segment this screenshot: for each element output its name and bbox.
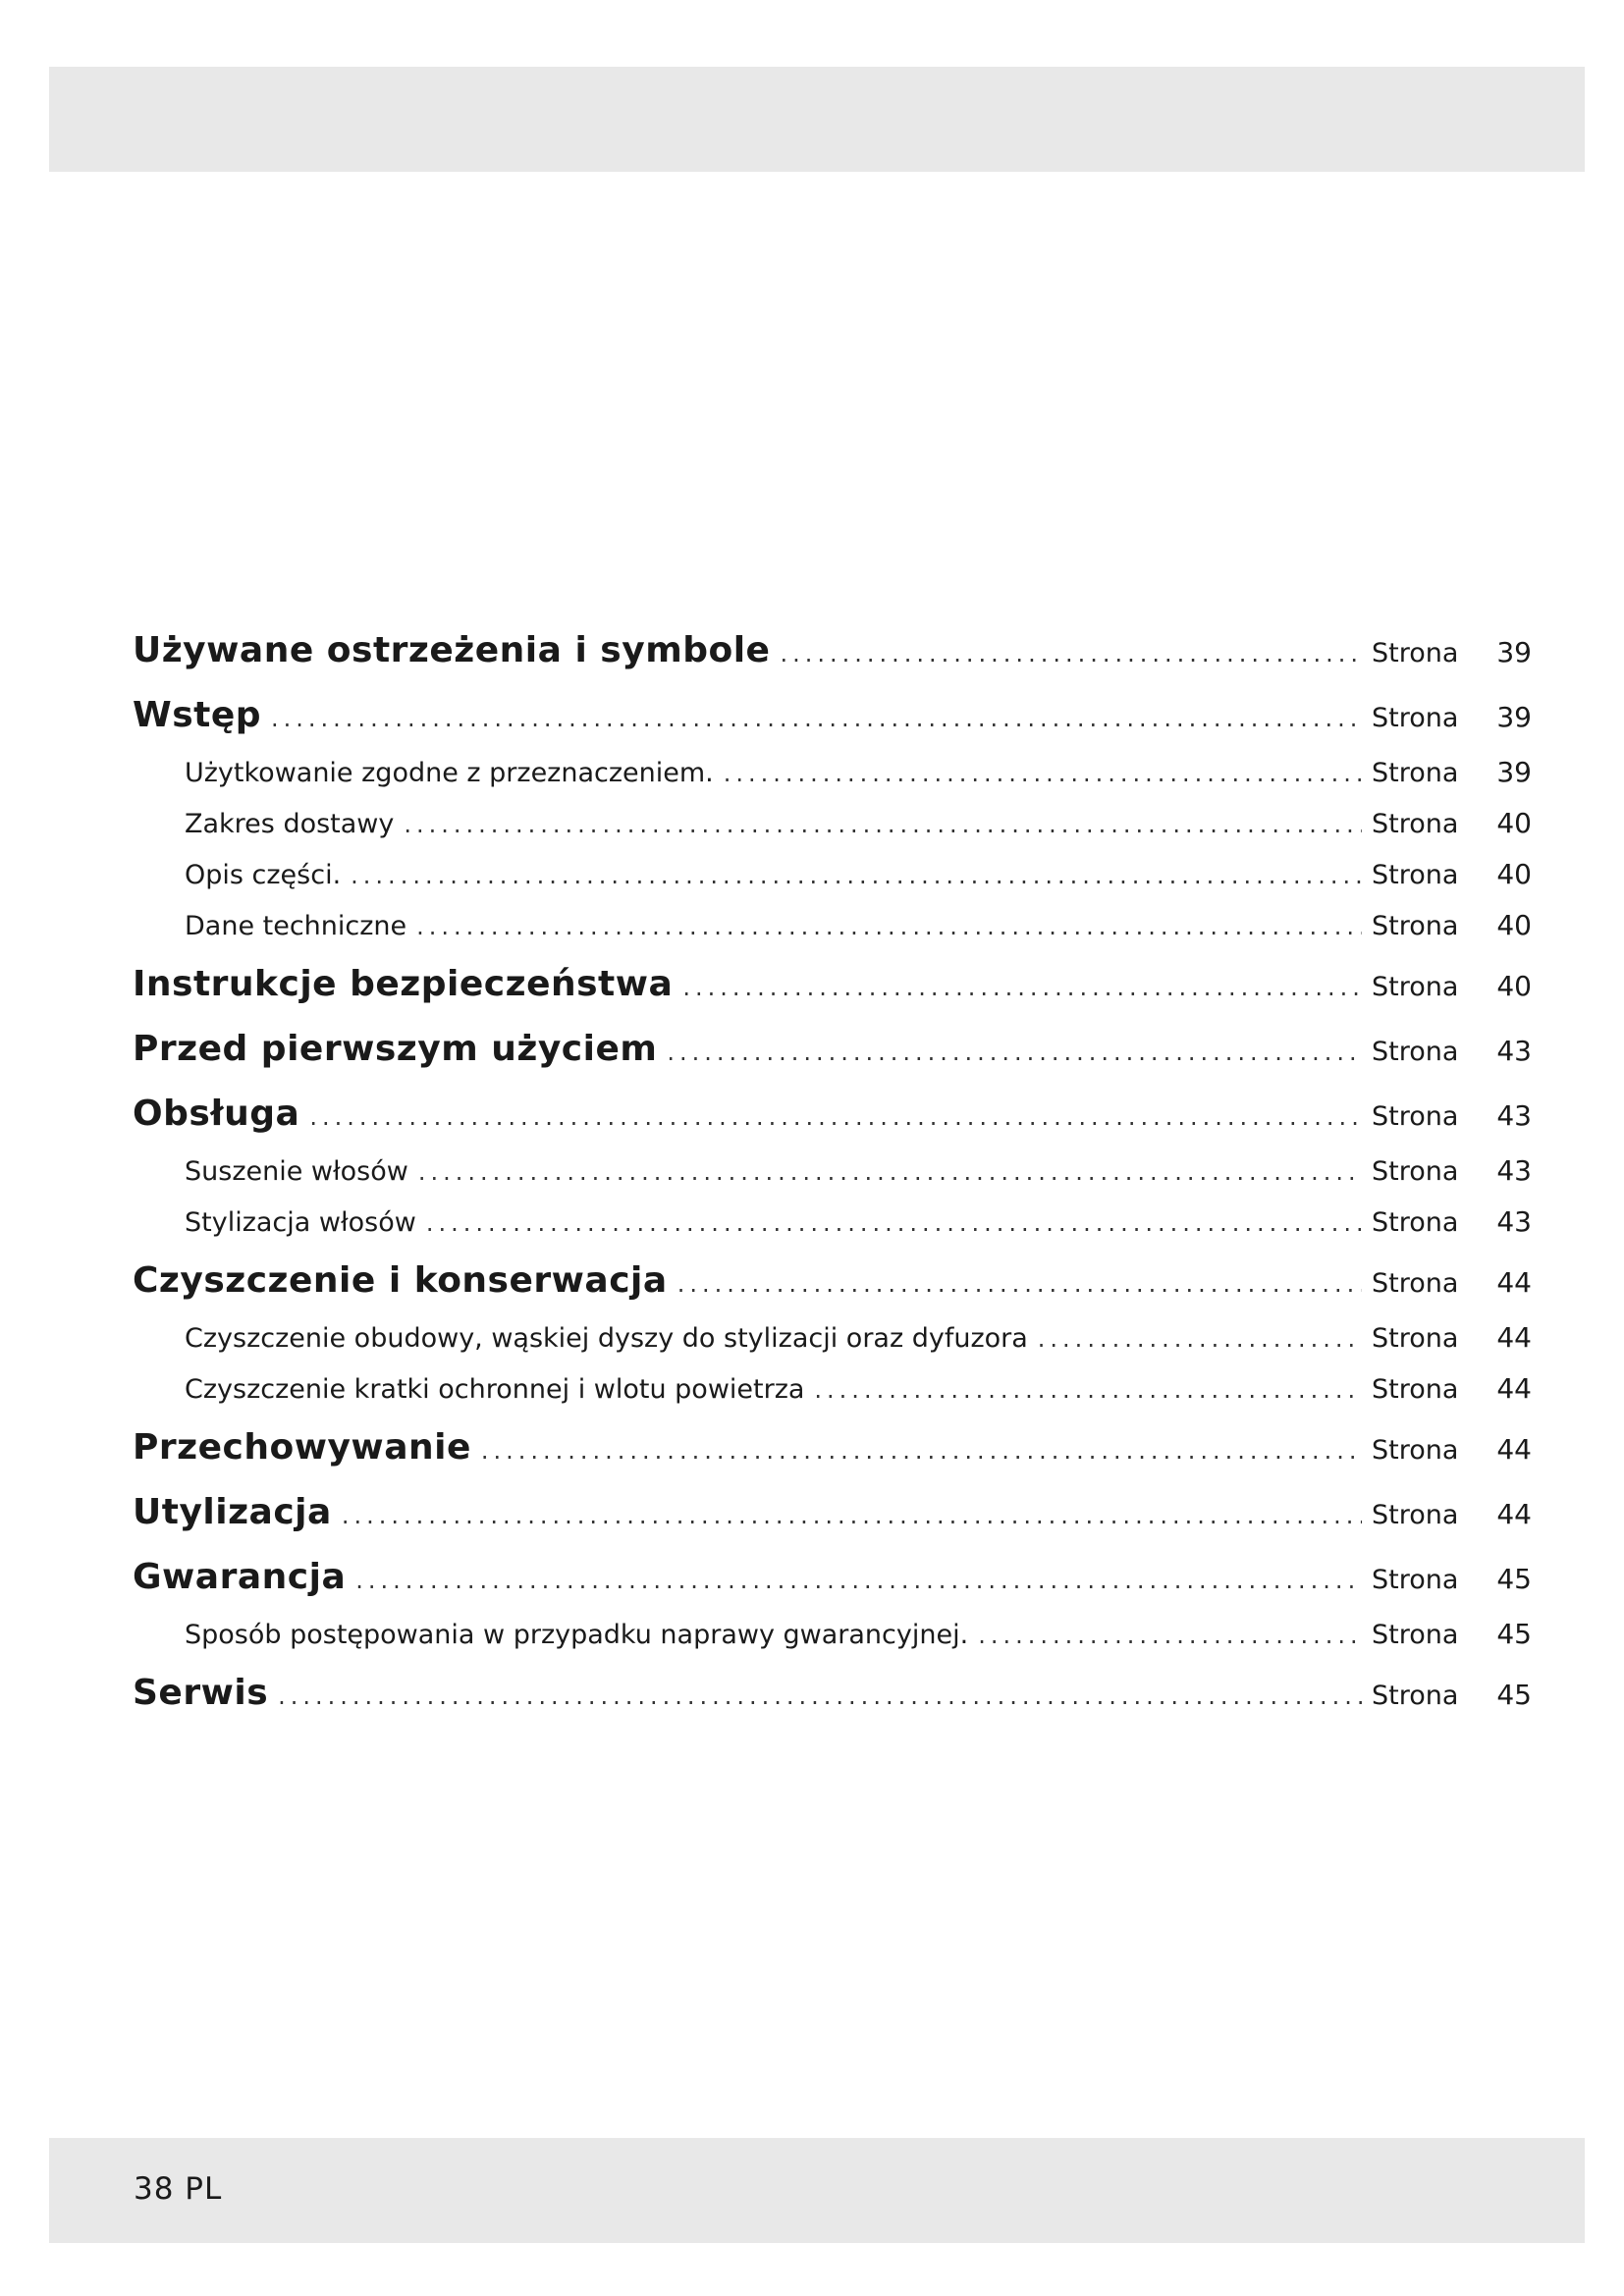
- toc-entry-page-label: Strona: [1372, 1500, 1459, 1530]
- toc-entry[interactable]: [133, 1669, 1532, 1734]
- dot-leader: [780, 640, 1362, 667]
- toc-entry[interactable]: [133, 1090, 1532, 1154]
- dot-leader: [404, 811, 1362, 838]
- toc-entry-title: Używane ostrzeżenia i symbole: [133, 630, 771, 670]
- dot-leader: [724, 760, 1362, 787]
- footer-band: [49, 2138, 1585, 2243]
- dot-leader: [351, 862, 1362, 889]
- toc-entry-title: Instrukcje bezpieczeństwa: [133, 964, 674, 1004]
- dot-leader: [355, 1567, 1362, 1594]
- toc-entry-page-number: 44: [1496, 1498, 1532, 1530]
- toc-subentry[interactable]: [133, 909, 1532, 960]
- toc-entry-title: Suszenie włosów: [185, 1156, 408, 1187]
- dot-leader: [418, 1158, 1362, 1186]
- toc-entry-title: Wstęp: [133, 695, 262, 735]
- toc-entry-page-label: Strona: [1372, 1323, 1459, 1354]
- toc-entry-page-number: 40: [1496, 909, 1532, 941]
- toc-entry-title: Użytkowanie zgodne z przeznaczeniem.: [185, 758, 714, 788]
- toc-entry[interactable]: [133, 1423, 1532, 1488]
- toc-entry-title: Przed pierwszym użyciem: [133, 1029, 658, 1069]
- toc-subentry[interactable]: [133, 1372, 1532, 1423]
- toc-subentry[interactable]: [133, 1154, 1532, 1205]
- toc-entry-page-label: Strona: [1372, 860, 1459, 890]
- toc-entry[interactable]: [133, 626, 1532, 691]
- toc-entry-page-number: 39: [1496, 701, 1532, 733]
- dot-leader: [1038, 1325, 1362, 1353]
- toc-entry-page-label: Strona: [1372, 1435, 1459, 1466]
- toc-entry-title: Czyszczenie kratki ochronnej i wlotu powietrza: [185, 1374, 805, 1405]
- toc-entry-page-number: 43: [1496, 1035, 1532, 1067]
- dot-leader: [426, 1209, 1362, 1237]
- table-of-contents: [133, 626, 1532, 1734]
- toc-entry-page-number: 44: [1496, 1321, 1532, 1354]
- dot-leader: [278, 1682, 1362, 1710]
- toc-entry-title: Przechowywanie: [133, 1427, 471, 1468]
- toc-entry-page-number: 45: [1496, 1679, 1532, 1711]
- toc-entry-title: Gwarancja: [133, 1557, 347, 1597]
- toc-subentry[interactable]: [133, 1618, 1532, 1669]
- toc-subentry[interactable]: [133, 756, 1532, 807]
- toc-entry-page-label: Strona: [1372, 1101, 1459, 1132]
- toc-entry-title: Czyszczenie obudowy, wąskiej dyszy do stylizacji oraz dyfuzora: [185, 1323, 1028, 1354]
- toc-subentry[interactable]: [133, 1321, 1532, 1372]
- toc-entry-page-label: Strona: [1372, 972, 1459, 1002]
- toc-entry-title: Utylizacja: [133, 1492, 332, 1532]
- toc-entry-page-label: Strona: [1372, 1681, 1459, 1711]
- toc-entry-page-label: Strona: [1372, 1037, 1459, 1067]
- toc-entry-page-label: Strona: [1372, 911, 1459, 941]
- dot-leader: [814, 1376, 1362, 1404]
- toc-entry-title: Czyszczenie i konserwacja: [133, 1260, 668, 1301]
- toc-entry-page-label: Strona: [1372, 703, 1459, 733]
- toc-entry-title: Sposób postępowania w przypadku naprawy gwarancyjnej.: [185, 1620, 969, 1650]
- toc-entry-title: Opis części.: [185, 860, 342, 890]
- toc-entry-title: Zakres dostawy: [185, 809, 395, 839]
- toc-subentry[interactable]: [133, 1205, 1532, 1256]
- toc-entry-title: Serwis: [133, 1673, 269, 1713]
- toc-entry[interactable]: [133, 1488, 1532, 1553]
- toc-entry-page-number: 45: [1496, 1618, 1532, 1650]
- toc-entry[interactable]: [133, 1553, 1532, 1618]
- toc-entry-page-label: Strona: [1372, 1565, 1459, 1595]
- toc-entry-page-number: 40: [1496, 970, 1532, 1002]
- toc-entry[interactable]: [133, 1025, 1532, 1090]
- toc-entry-page-label: Strona: [1372, 638, 1459, 668]
- toc-entry-page-label: Strona: [1372, 809, 1459, 839]
- toc-entry-page-number: 43: [1496, 1099, 1532, 1132]
- toc-entry-title: Dane techniczne: [185, 911, 407, 941]
- toc-entry-page-label: Strona: [1372, 1374, 1459, 1405]
- toc-entry-page-number: 44: [1496, 1372, 1532, 1405]
- toc-subentry[interactable]: [133, 807, 1532, 858]
- dot-leader: [342, 1502, 1362, 1529]
- toc-entry-page-label: Strona: [1372, 1620, 1459, 1650]
- toc-entry-page-number: 39: [1496, 756, 1532, 788]
- dot-leader: [978, 1622, 1362, 1649]
- toc-entry-page-label: Strona: [1372, 1207, 1459, 1238]
- dot-leader: [677, 1270, 1362, 1298]
- header-band: [49, 67, 1585, 172]
- toc-entry-page-number: 40: [1496, 858, 1532, 890]
- dot-leader: [416, 913, 1362, 940]
- dot-leader: [309, 1103, 1362, 1131]
- toc-entry-page-number: 44: [1496, 1433, 1532, 1466]
- dot-leader: [682, 974, 1362, 1001]
- toc-entry-page-number: 43: [1496, 1154, 1532, 1187]
- toc-entry[interactable]: [133, 1256, 1532, 1321]
- toc-entry-page-number: 45: [1496, 1563, 1532, 1595]
- dot-leader: [667, 1039, 1362, 1066]
- dot-leader: [271, 705, 1362, 732]
- dot-leader: [481, 1437, 1362, 1465]
- toc-entry-title: Stylizacja włosów: [185, 1207, 416, 1238]
- toc-entry-page-label: Strona: [1372, 1268, 1459, 1299]
- toc-entry-title: Obsługa: [133, 1094, 300, 1134]
- toc-subentry[interactable]: [133, 858, 1532, 909]
- toc-entry-page-number: 43: [1496, 1205, 1532, 1238]
- toc-entry-page-label: Strona: [1372, 1156, 1459, 1187]
- toc-entry-page-label: Strona: [1372, 758, 1459, 788]
- toc-entry[interactable]: [133, 960, 1532, 1025]
- toc-entry-page-number: 44: [1496, 1266, 1532, 1299]
- toc-entry[interactable]: [133, 691, 1532, 756]
- toc-entry-page-number: 40: [1496, 807, 1532, 839]
- toc-entry-page-number: 39: [1496, 636, 1532, 668]
- page-number-label: 38 PL: [134, 2171, 223, 2207]
